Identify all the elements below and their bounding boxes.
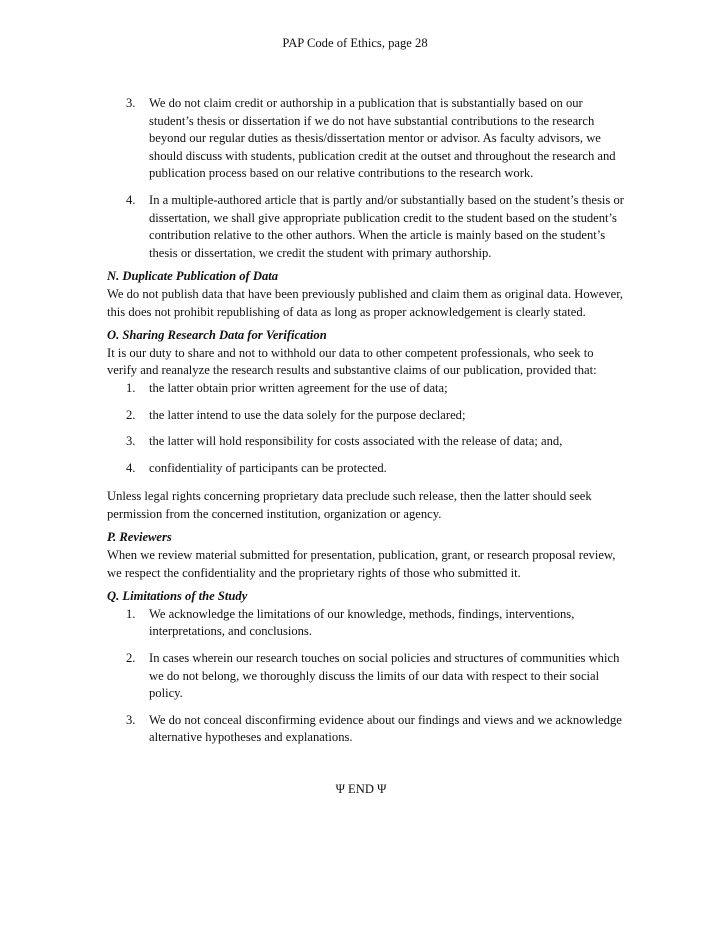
list-item xyxy=(107,460,625,478)
list-item-number: 2. xyxy=(126,407,136,422)
list-item-number: 1. xyxy=(126,380,136,395)
list-item-number: 4. xyxy=(126,460,136,475)
section-closing: Unless legal rights concerning proprietary data preclude such release, then the latter should seek permission from the concerned institution, organization or agency. xyxy=(107,489,592,521)
list-item-text: the latter will hold responsibility for costs associated with the release of data; and, xyxy=(149,434,563,449)
section-heading: O. Sharing Research Data for Verification xyxy=(107,328,327,343)
running-header-text: PAP Code of Ethics, page 28 xyxy=(282,36,428,50)
list-item-text: In cases wherein our research touches on social policies and structures of communities which we do not belong, we thoroughly discuss the limits of our data with respect to their social policy. xyxy=(149,651,620,701)
section-heading: N. Duplicate Publication of Data xyxy=(107,269,279,284)
list-item-number: 3. xyxy=(126,712,136,727)
list-item-number: 2. xyxy=(126,651,136,666)
list-item-text: confidentiality of participants can be protected. xyxy=(149,460,387,475)
list-item-number: 4. xyxy=(126,192,136,207)
list-item-number: 3. xyxy=(126,434,136,449)
authorship-list xyxy=(107,95,625,262)
end-mark-text: Ψ END Ψ xyxy=(335,782,387,796)
list-item-text: We do not claim credit or authorship in a publication that is substantially based on our student’s thesis or dissertation if we do not have substantial contributions to the research beyond our regular duties as thesis/dissertation mentor or advisor. As faculty advisors, we should discuss with students, publication credit at the outset and throughout the research and publication process based on our relative contributions to the research work. xyxy=(149,96,616,181)
section-duplicate-publication xyxy=(107,268,625,321)
limitations-list xyxy=(107,606,625,747)
list-item-text: the latter obtain prior written agreement for the use of data; xyxy=(149,380,448,395)
list-item-text: In a multiple-authored article that is partly and/or substantially based on the student’s thesis or dissertation, we shall give appropriate publication credit to the student based on the student’s contribution relative to the other authors. When the article is mainly based on the student’s thesis or dissertation, we credit the student with primary authorship. xyxy=(149,192,624,260)
section-heading: Q. Limitations of the Study xyxy=(107,589,248,604)
section-sharing-data xyxy=(107,327,625,523)
list-item xyxy=(107,650,625,703)
list-item-text: We do not conceal disconfirming evidence about our findings and views and we acknowledge alternative hypotheses and explanations. xyxy=(149,712,622,745)
list-item-number: 1. xyxy=(126,606,136,621)
list-item xyxy=(107,407,625,425)
section-limitations xyxy=(107,588,625,747)
list-item xyxy=(107,95,625,183)
list-item-number: 3. xyxy=(126,96,136,110)
list-item-text: We acknowledge the limitations of our knowledge, methods, findings, interventions, interpretations, and conclusions. xyxy=(149,606,575,639)
section-body: We do not publish data that have been previously published and claim them as original data. However, this does not prohibit republishing of data as long as proper acknowledgement is clearly stated. xyxy=(107,286,624,319)
section-body: It is our duty to share and not to withhold our data to other competent professionals, who seek to verify and reanalyze the research results and substantive claims of our publication, provided that: xyxy=(107,345,597,378)
running-header xyxy=(0,35,728,53)
section-reviewers xyxy=(107,529,625,582)
list-item xyxy=(107,433,625,451)
list-item xyxy=(107,606,625,641)
end-mark xyxy=(0,781,728,799)
list-item xyxy=(107,192,625,262)
list-item xyxy=(107,712,625,747)
list-item-text: the latter intend to use the data solely for the purpose declared; xyxy=(149,407,466,422)
section-heading: P. Reviewers xyxy=(107,530,172,545)
section-body: When we review material submitted for presentation, publication, grant, or research proposal review, we respect the confidentiality and the proprietary rights of those who submitted it. xyxy=(107,548,616,580)
list-item xyxy=(107,380,625,398)
conditions-list xyxy=(107,380,625,477)
page-content xyxy=(107,95,625,751)
